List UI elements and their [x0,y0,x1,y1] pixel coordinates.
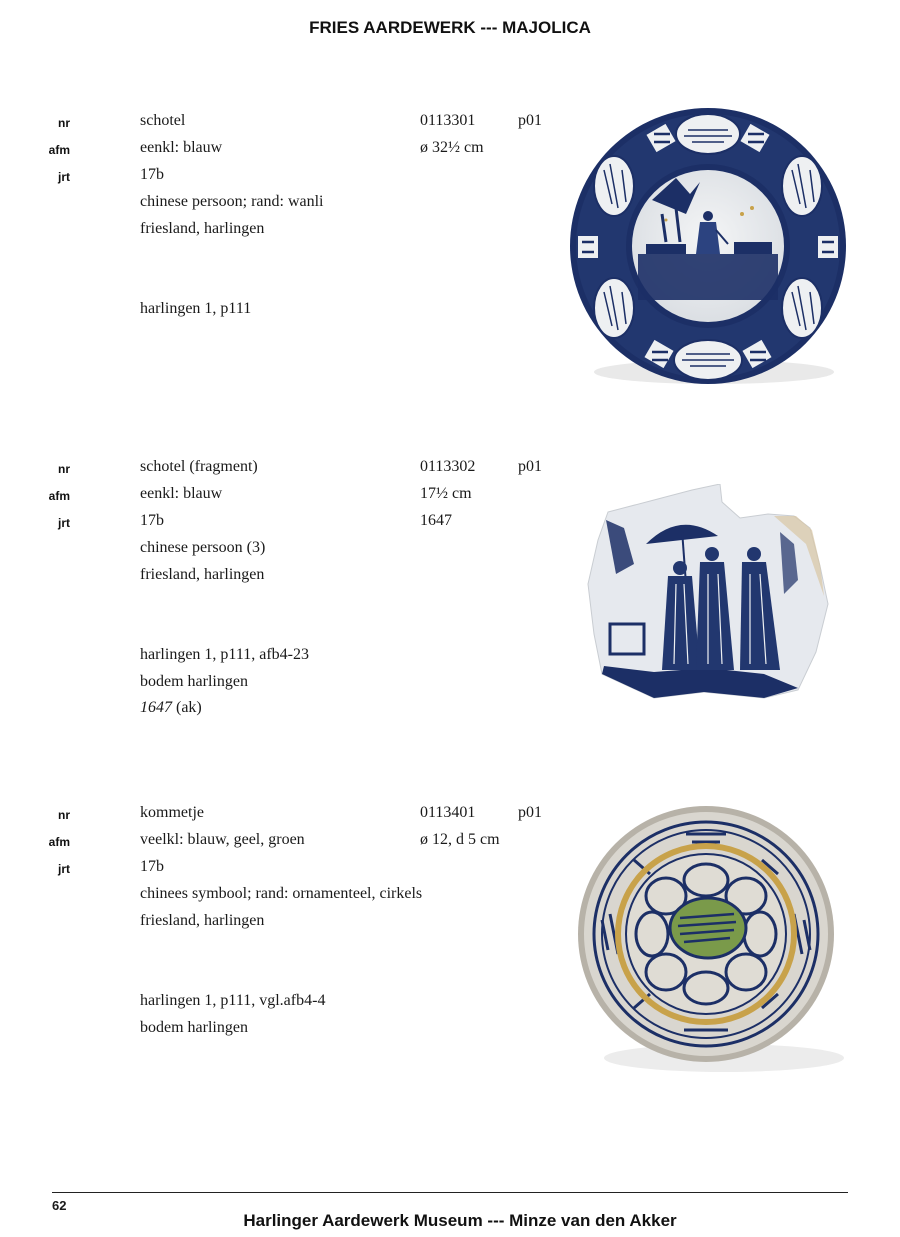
page-header: FRIES AARDEWERK --- MAJOLICA [309,18,591,37]
value-page-ref: p01 [518,112,542,129]
field-opschrift [0,699,560,725]
value-voorwerp: schotel [140,112,186,129]
field-schilder [0,247,560,273]
field-voorwerp [0,458,560,484]
value-nr: 0113301 [420,112,476,129]
field-opschrift [0,353,560,379]
field-opmerking [0,327,560,353]
footer-divider [52,1192,848,1193]
value-kleur: eenkl: blauw [140,485,223,502]
value-voorstelling: chinese persoon; rand: wanli [140,193,324,210]
value-literatuur: harlingen 1, p111, afb4-23 [140,646,309,663]
value-fabrikaat: friesland, harlingen [140,566,265,583]
label-afm: afm [48,143,70,157]
field-fabrikaat [0,566,560,592]
field-voorbeeld [0,966,560,992]
value-datering: 17b [140,166,164,183]
value-datering: 17b [140,512,164,529]
field-kleur [0,485,560,511]
value-voorwerp: kommetje [140,804,204,821]
field-schilder [0,939,560,965]
label-nr: nr [58,808,70,822]
field-opschrift [0,1045,560,1071]
value-opmerking: bodem harlingen [140,673,248,690]
label-nr: nr [58,462,70,476]
field-datering [0,166,560,192]
photo-plate-fragment [584,484,834,704]
field-voorwerp [0,112,560,138]
page-number: 62 [52,1198,67,1213]
value-literatuur: harlingen 1, p111 [140,300,252,317]
field-kleur [0,831,560,857]
photo-bowl-chinese-symbol [574,804,850,1076]
value-afm: 17½ cm [420,485,472,502]
value-page-ref: p01 [518,804,542,821]
value-jrt: 1647 [420,512,452,529]
value-fabrikaat: friesland, harlingen [140,220,265,237]
label-jrt: jrt [58,170,70,184]
field-literatuur [0,300,560,326]
field-voorstelling [0,193,560,219]
field-opmerking [0,1019,560,1045]
field-schilder [0,593,560,619]
value-nr: 0113401 [420,804,476,821]
value-kleur: veelkl: blauw, geel, groen [140,831,305,848]
value-opmerking: bodem harlingen [140,1019,248,1036]
field-voorstelling [0,885,560,911]
value-opschrift-extra: (ak) [172,699,202,716]
field-datering [0,512,560,538]
field-voorbeeld [0,620,560,646]
value-voorstelling: chinees symbool; rand: ornamenteel, cirkels [140,885,423,902]
value-afm: ø 32½ cm [420,139,484,156]
value-kleur: eenkl: blauw [140,139,223,156]
value-voorwerp: schotel (fragment) [140,458,258,475]
label-afm: afm [48,835,70,849]
field-kleur [0,139,560,165]
value-page-ref: p01 [518,458,542,475]
label-jrt: jrt [58,862,70,876]
label-nr: nr [58,116,70,130]
value-voorstelling: chinese persoon (3) [140,539,266,556]
label-jrt: jrt [58,516,70,530]
value-nr: 0113302 [420,458,476,475]
field-voorbeeld [0,274,560,300]
field-literatuur [0,992,560,1018]
value-datering: 17b [140,858,164,875]
field-fabrikaat [0,220,560,246]
field-voorwerp [0,804,560,830]
label-afm: afm [48,489,70,503]
value-literatuur: harlingen 1, p111, vgl.afb4-4 [140,992,326,1009]
field-fabrikaat [0,912,560,938]
photo-plate-chinese-figure [566,104,851,394]
field-voorstelling [0,539,560,565]
field-opmerking [0,673,560,699]
page-footer: Harlinger Aardewerk Museum --- Minze van den Akker [243,1211,677,1230]
value-fabrikaat: friesland, harlingen [140,912,265,929]
field-literatuur [0,646,560,672]
value-afm: ø 12, d 5 cm [420,831,500,848]
value-opschrift [140,699,202,717]
value-opschrift-italic: 1647 [140,699,172,716]
field-datering [0,858,560,884]
